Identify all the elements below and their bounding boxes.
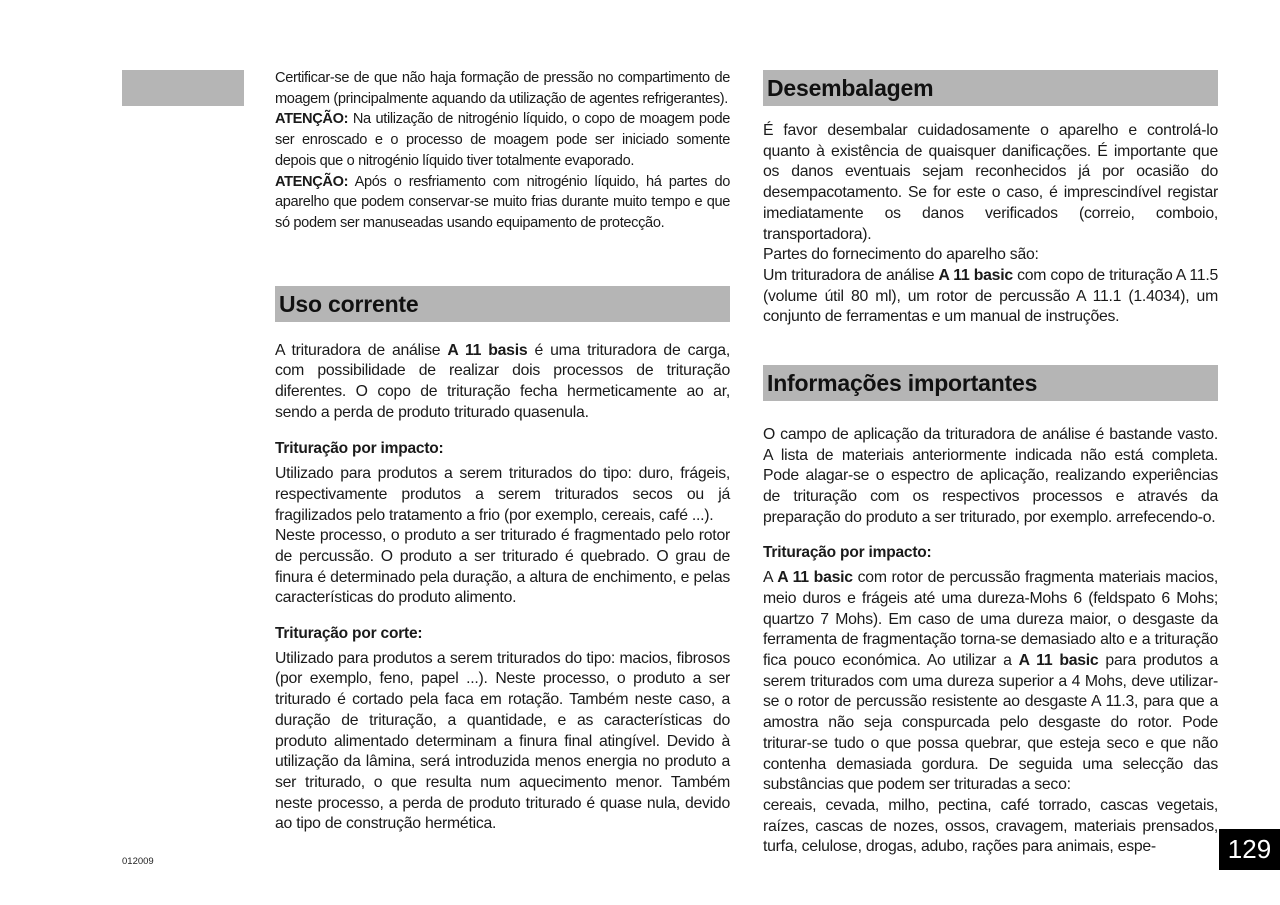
model-name: A 11 basic	[777, 569, 853, 587]
section-title-desembalagem: Desembalagem	[763, 70, 1218, 106]
left-column	[275, 68, 730, 835]
delivery-parts-list: Um trituradora de análise A 11 basic com copo de trituração A 11.5 (volume útil 80 ml), um rotor de percussão A 11.1 (1.4034), um conjunto de ferramentas e um manual de instruções.	[763, 266, 1219, 326]
model-name: A 11 basic	[1018, 652, 1099, 670]
warning-cold-parts: ATENÇÃO: Após o resfriamento com nitrogénio líquido, há partes do aparelho que podem conservar-se muito frias durante muito tempo e que só podem ser manuseadas usando equipamento de protecção.	[275, 173, 730, 231]
impact-heading: Trituração por impacto:	[275, 440, 444, 458]
cut-paragraph: Utilizado para produtos a serem triturados do tipo: macios, fibrosos (por exemplo, feno, papel ...). Neste processo, o produto a ser triturado é cortado pela faca em rotação. Também neste caso, a duração de trituração, a quantidade, e as características do produto alimentado determinam a finura final atingível. Devido à utilização da lâmina, será introduzida menos energia no produto a ser triturado, o que resulta num aquecimento menor. Também neste processo, a perda de produto triturado é quase nula, devido ao tipo de construção hermética.	[275, 649, 730, 833]
page-number: 129	[1219, 829, 1280, 870]
section-title-uso-corrente: Uso corrente	[275, 286, 730, 322]
delivery-parts-intro: Partes do fornecimento do aparelho são:	[763, 246, 1039, 264]
header-grey-tab	[122, 70, 244, 106]
warning-label: ATENÇÃO:	[275, 111, 349, 128]
warning-nitrogen-grinding: ATENÇÃO: Na utilização de nitrogénio líquido, o copo de moagem pode ser enroscado e o processo de moagem pode ser iniciado somente depois que o nitrogénio líquido tiver totalmente evaporado.	[275, 111, 730, 169]
intro-paragraph: Certificar-se de que não haja formação de pressão no compartimento de moagem (principalmente aquando da utilização de agentes refrigerantes).	[275, 70, 730, 107]
unpack-paragraph: É favor desembalar cuidadosamente o aparelho e controlá-lo quanto à existência de quaisquer danificações. É importante que os danos eventuais sejam reconhecidos já por ocasião do desempacotamento. Se for este o caso, é imprescindível registar imediatamente os danos verificados (correio, comboio, transportadora).	[763, 122, 1218, 243]
impact-paragraph-1: Utilizado para produtos a serem triturados do tipo: duro, frágeis, respectivamente produtos a serem triturados secos ou já fragilizados pelo tratamento a frio (por exemplo, cereais, café ...).	[275, 465, 730, 524]
impact-heading: Trituração por impacto:	[763, 543, 932, 561]
impact-paragraph-2: Neste processo, o produto a ser triturado é fragmentado pelo rotor de percussão. O produto a ser triturado é quebrado. O grau de finura é determinado pela duração, a altura de enchimento, e pelas características do produto alimento.	[275, 527, 730, 607]
model-name: A 11 basis	[447, 341, 528, 359]
document-code: 012009	[122, 856, 154, 867]
uso-corrente-paragraph: A trituradora de análise A 11 basis é uma trituradora de carga, com possibilidade de realizar dois processos de trituração diferentes. O copo de trituração fecha hermeticamente ao ar, sendo a perda de produto triturado quasenula.	[275, 341, 730, 421]
model-name: A 11 basic	[938, 266, 1013, 284]
warning-label: ATENÇÃO:	[275, 173, 349, 190]
materials-list: cereais, cevada, milho, pectina, café torrado, cascas vegetais, raízes, cascas de nozes, ossos, cravagem, materiais prensados, turfa, celulose, drogas, adubo, rações para animais, espe-	[763, 796, 1218, 856]
section-title-informacoes-importantes: Informações importantes	[763, 365, 1218, 401]
impact-info-paragraph: A A 11 basic com rotor de percussão fragmenta materiais macios, meio duros e frágeis até uma dureza-Mohs 6 (feldspato 6 Mohs; quartzo 7 Mohs). Em caso de uma dureza maior, o desgaste da ferramenta de fragmentação torna-se demasiado alto e a trituração fica pouco económica. Ao utilizar a A 11 basic para produtos a serem triturados com uma dureza superior a 4 Mohs, deve utilizar-se o rotor de percussão resistente ao desgaste A 11.3, para que a amostra não seja conspurcada pelo desgaste do rotor. Pode triturar-se tudo o que possa quebrar, que esteja seco e que não contenha demasiada gordura. De seguida uma selecção das substâncias que podem ser trituradas a seco:	[763, 569, 1219, 794]
cut-heading: Trituração por corte:	[275, 625, 423, 643]
info-paragraph: O campo de aplicação da trituradora de análise é bastande vasto. A lista de materiais anteriormente indicada não está completa. Pode alagar-se o espectro de aplicação, realizando experiências de trituração com os respectivos processos e através da preparação do produto a ser triturado, por exemplo. arrefecendo-o.	[763, 426, 1218, 526]
right-column	[763, 70, 1218, 858]
